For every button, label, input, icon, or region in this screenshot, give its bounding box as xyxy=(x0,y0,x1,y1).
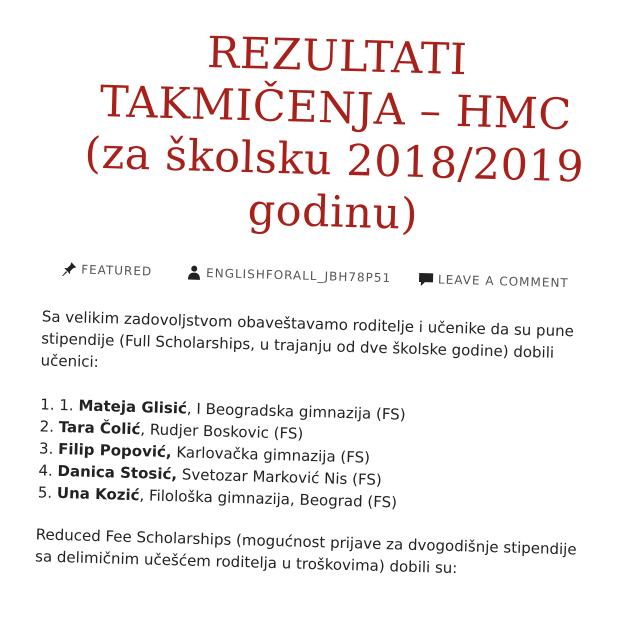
leave-comment-label: LEAVE A COMMENT xyxy=(437,272,569,291)
reduced-fee-paragraph: Reduced Fee Scholarships (mogućnost prijave za dvogodišnje stipendije sa delimičnim učešćem roditelja u troškovima) dobili su: xyxy=(34,525,577,578)
school-detail: Karlovačka gimnazija (FS) xyxy=(171,443,371,467)
author-link[interactable] xyxy=(186,264,391,286)
user-icon xyxy=(186,264,202,280)
intro-paragraph: Sa velikim zadovoljstvom obaveštavamo roditelje i učenike da su pune stipendije (Full Scholarships, u trajanju od dve školske godine) dobili učenici: xyxy=(40,307,575,372)
student-name: Filip Popović, xyxy=(57,439,172,462)
post-content xyxy=(35,305,602,583)
student-name: Danica Stosić, xyxy=(57,461,178,484)
student-name: Tara Čolić xyxy=(58,417,141,439)
comment-icon xyxy=(418,271,434,287)
school-detail: Svetozar Marković Nis (FS) xyxy=(176,465,382,489)
school-detail: , Filološka gimnazija, Beograd (FS) xyxy=(139,486,398,512)
school-detail: , Rudjer Boskovic (FS) xyxy=(140,420,304,443)
post-meta xyxy=(61,261,601,291)
student-name: Mateja Glisić xyxy=(78,396,188,418)
student-name: Una Kozić xyxy=(56,483,140,505)
post-title[interactable]: REZULTATI TAKMIČENJA – HMC (za školsku 2018/2019 godinu) xyxy=(83,27,585,240)
item-prefix: 1. xyxy=(59,395,79,415)
category-link[interactable] xyxy=(61,261,152,280)
school-detail: , I Beogradska gimnazija (FS) xyxy=(186,399,406,424)
category-label: FEATURED xyxy=(80,262,153,279)
author-label: ENGLISHFORALL_JBH78P51 xyxy=(205,266,392,286)
pin-icon xyxy=(61,261,77,277)
leave-comment-link[interactable] xyxy=(418,271,569,291)
full-scholarship-list xyxy=(37,393,600,519)
